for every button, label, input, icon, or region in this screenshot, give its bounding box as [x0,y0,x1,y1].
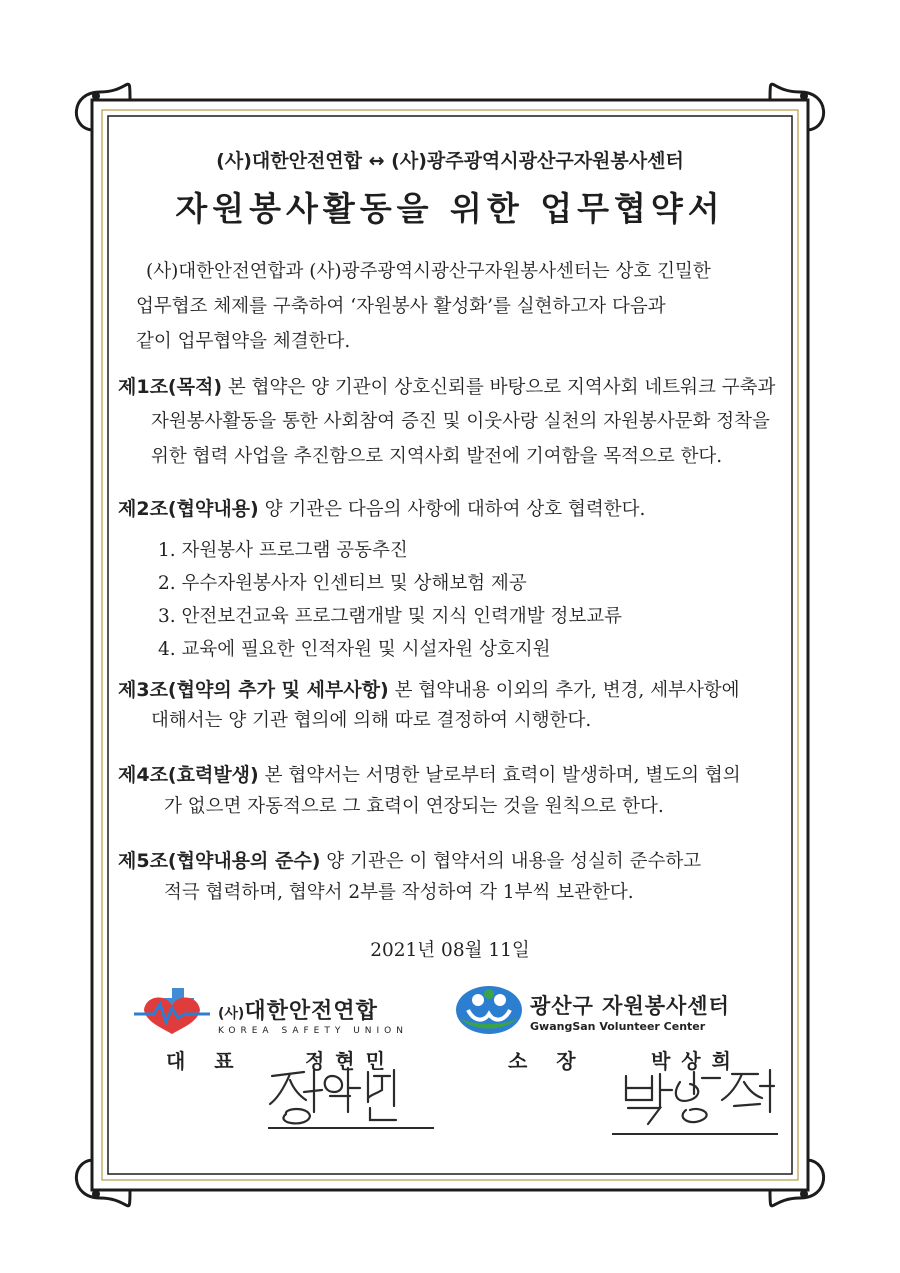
article-1 [118,378,775,398]
korea-safety-union-logo-icon [132,984,212,1036]
left-representative-name: 정 현 민 [305,1049,387,1073]
signing-date: 2021년 08월 11일 [370,940,530,961]
intro-line: 업무협조 체제를 구축하여 ‘자원봉사 활성화’를 실현하고자 다음과 [136,296,666,317]
list-item: 1. 자원봉사 프로그램 공동추진 [158,540,408,561]
article-3 [118,681,740,701]
article-4 [118,766,741,786]
intro-line: (사)대한안전연합과 (사)광주광역시광산구자원봉사센터는 상호 긴밀한 [146,261,711,282]
right-role-label: 소 장 [508,1049,578,1073]
article-text: 위한 협력 사업을 추진함으로 지역사회 발전에 기여함을 목적으로 한다. [151,446,723,467]
list-item: 4. 교육에 필요한 인적자원 및 시설자원 상호지원 [158,639,551,660]
agreement-parties-heading: (사)대한안전연합 ↔ (사)광주광역시광산구자원봉사센터 [216,150,684,172]
article-text: 자원봉사활동을 통한 사회참여 증진 및 이웃사랑 실천의 자원봉사문화 정착을 [151,411,770,432]
article-heading: 제2조(협약내용) [118,498,259,520]
article-5 [118,852,701,872]
right-director-name: 박 상 희 [651,1049,733,1073]
left-role-label: 대 표 [166,1049,236,1073]
intro-line: 같이 업무협약을 체결한다. [136,331,351,352]
korea-safety-union-wordmark: (사)대한안전연합 KOREA SAFETY UNION [218,999,408,1036]
gwangsan-volunteer-center-logo-icon [454,980,524,1036]
article-heading: 제1조(목적) [118,376,223,398]
article-heading: 제3조(협약의 추가 및 세부사항) [118,679,389,701]
article-text: 대해서는 양 기관 협의에 의해 따로 결정하여 시행한다. [151,710,592,731]
article-text: 가 없으면 자동적으로 그 효력이 연장되는 것을 원칙으로 한다. [164,796,664,817]
gwangsan-volunteer-center-wordmark: 광산구 자원봉사센터 GwangSan Volunteer Center [530,994,730,1033]
right-handwritten-signature [610,1064,790,1138]
article-heading: 제5조(협약내용의 준수) [118,850,321,872]
article-text: 양 기관은 다음의 사항에 대하여 상호 협력한다. [264,499,646,520]
list-item: 3. 안전보건교육 프로그램개발 및 지식 인력개발 정보교류 [158,606,622,627]
article-2 [118,500,645,520]
list-item: 2. 우수자원봉사자 인센티브 및 상해보험 제공 [158,573,527,594]
article-heading: 제4조(효력발생) [118,764,259,786]
article-text: 본 협약내용 이외의 추가, 변경, 세부사항에 [394,680,740,701]
article-text: 적극 협력하며, 협약서 2부를 작성하여 각 1부씩 보관한다. [164,882,634,903]
article-text: 양 기관은 이 협약서의 내용을 성실히 준수하고 [326,851,702,872]
article-text: 본 협약서는 서명한 날로부터 효력이 발생하며, 별도의 협의 [264,765,741,786]
article-text: 본 협약은 양 기관이 상호신뢰를 바탕으로 지역사회 네트워크 구축과 [227,377,776,398]
left-handwritten-signature [264,1062,444,1134]
document-title: 자원봉사활동을 위한 업무협약서 [175,189,725,228]
